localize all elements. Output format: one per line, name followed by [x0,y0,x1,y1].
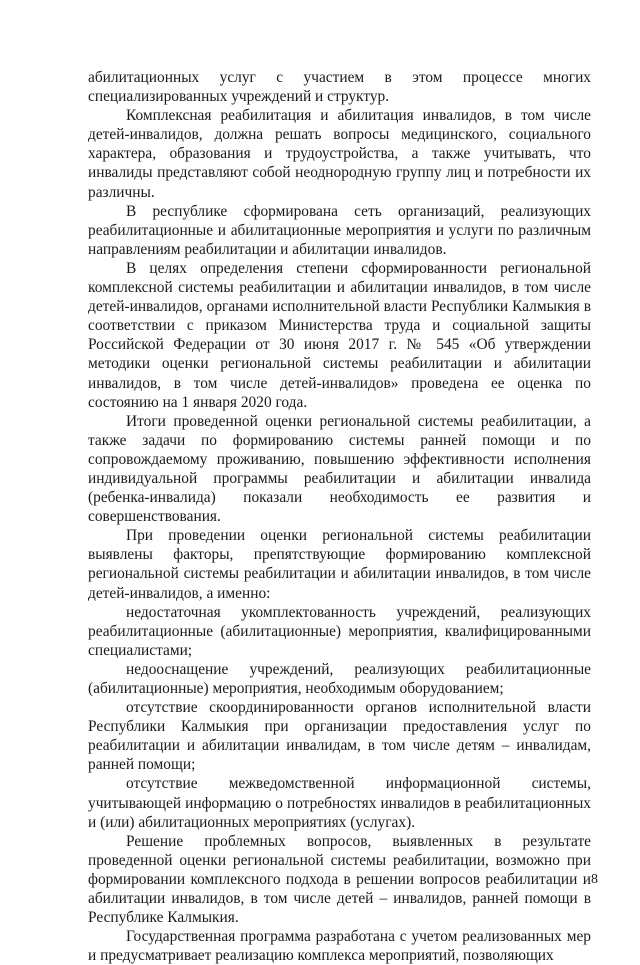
page-number: 8 [591,872,598,887]
list-item-equipment: недооснащение учреждений, реализующих реабилитационные (абилитационные) мероприятия, необходимым оборудованием; [88,660,591,697]
document-body [88,68,591,965]
list-item-information-system: отсутствие межведомственной информационной системы, учитывающей информацию о потребностях инвалидов в реабилитационных и (или) абилитационных мероприятиях (услугах). [88,775,591,831]
paragraph-state-program: Государственная программа разработана с учетом реализованных мер и предусматривает реализацию комплекса мероприятий, позволяющих [88,928,591,965]
paragraph-continuation: абилитационных услуг с участием в этом процессе многих специализированных учреждений и структур. [88,69,591,106]
paragraph-assessment-results: Итоги проведенной оценки региональной системы реабилитации, а также задачи по формированию системы ранней помощи и по сопровождаемому проживанию, повышению эффективности исполнения индивидуальной программы реабилитации и абилитации инвалида (ребенка-инвалида) показали необходимость ее развития и совершенствования. [88,412,591,526]
list-item-staffing: недостаточная укомплектованность учреждений, реализующих реабилитационные (абилитационные) мероприятия, квалифицированными специалистами; [88,603,591,659]
paragraph-problem-solution: Решение проблемных вопросов, выявленных в результате проведенной оценки региональной системы реабилитации, возможно при формировании комплексного подхода в решении вопросов реабилитации и абилитации инвалидов, в том числе детей – инвалидов, ранней помощи в Республике Калмыкия. [88,832,591,927]
paragraph-identified-factors: При проведении оценки региональной системы реабилитации выявлены факторы, препятствующие формированию комплексной региональной системы реабилитации и абилитации инвалидов, в том числе детей-инвалидов, а именно: [88,527,591,602]
paragraph-comprehensive-rehabilitation: Комплексная реабилитация и абилитация инвалидов, в том числе детей-инвалидов, должна решать вопросы медицинского, социального характера, образования и трудоустройства, а также учитывать, что инвалиды представляют собой неоднородную группу лиц и потребности их различны. [88,107,591,201]
paragraph-assessment-purpose: В целях определения степени сформированности региональной комплексной системы реабилитации и абилитации инвалидов, в том числе детей-инвалидов, органами исполнительной власти Республики Калмыкия в соответствии с приказом Министерства труда и социальной защиты Российской Федерации от 30 июня 2017 г. № 545 «Об утверждении методики оценки региональной системы реабилитации и абилитации инвалидов, в том числе детей-инвалидов» проведена ее оценка по состоянию на 1 января 2020 года. [88,259,591,411]
list-item-coordination: отсутствие скоординированности органов исполнительной власти Республики Калмыкия при организации предоставления услуг по реабилитации и абилитации инвалидам, в том числе детям – инвалидам, ранней помощи; [88,699,591,774]
paragraph-organization-network: В республике сформирована сеть организаций, реализующих реабилитационные и абилитационные мероприятия и услуги по различным направлениям реабилитации и абилитации инвалидов. [88,202,591,258]
